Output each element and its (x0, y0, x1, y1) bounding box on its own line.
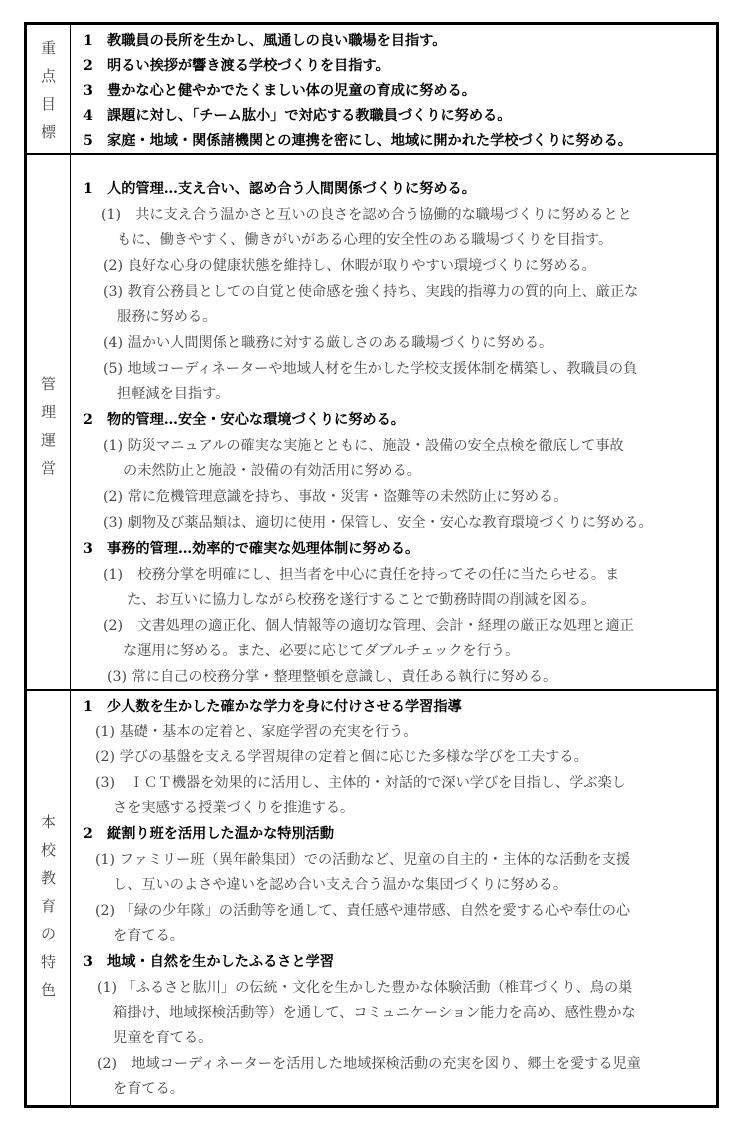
sub-item: (2) 文書処理の適正化、個人情報等の適切な管理、会計・経理の厳正な処理と適正 (103, 618, 634, 634)
section-label-char: 点 (40, 67, 56, 85)
section-content (71, 25, 716, 153)
sub-item-continued: し、互いのよさや違いを認め合い支え合う温かな集団づくりに努める。 (113, 877, 568, 893)
sub-item: (1) 防災マニュアルの確実な実施とともに、施設・設備の安全点検を徹底して事故 (103, 438, 624, 454)
sub-item-continued: を育てる。 (113, 928, 184, 944)
section-label-char: 理 (40, 403, 56, 421)
heading-item: 2 縦割り班を活用した温かな特別活動 (83, 826, 335, 842)
sub-item: (3) 劇物及び薬品類は、適切に使用・保管し、安全・安心な教育環境づくりに努める。 (103, 515, 653, 531)
section-management (27, 153, 716, 691)
sub-item: (1) ファミリー班（異年齢集団）での活動など、児童の自主的・主体的な活動を支援 (95, 852, 631, 868)
sub-item: (1) 共に支え合う温かさと互いの良さを認め合う協働的な職場づくりに努めるとと (101, 207, 632, 223)
section-priority-goals (27, 25, 716, 153)
sub-item-continued: を育てる。 (113, 1081, 184, 1097)
goal-item: 4 課題に対し、「チーム肱小」で対応する教職員づくりに努める。 (83, 108, 512, 124)
section-label-column (27, 25, 71, 153)
section-label-char: 色 (40, 981, 56, 999)
sub-item: (2) 地域コーディネーターを活用した地域探検活動の充実を図り、郷土を愛する児童 (97, 1056, 641, 1072)
section-label-char: 育 (40, 897, 56, 915)
heading-item: 1 少人数を生かした確かな学力を身に付けさせる学習指導 (83, 699, 462, 715)
section-label-char: 校 (40, 841, 56, 859)
sub-item: (2) 「緑の少年隊」の活動等を通して、責任感や連帯感、自然を愛する心や奉仕の心 (95, 903, 631, 919)
sub-item-continued: 児童を育てる。 (113, 1030, 213, 1046)
sub-item: (3) ＩＣＴ機器を効果的に活用し、主体的・対話的で深い学びを目指し、学ぶ楽し (95, 775, 626, 791)
section-label-char: の (40, 925, 56, 943)
goal-item: 3 豊かな心と健やかでたくましい体の児童の育成に努める。 (83, 83, 476, 99)
sub-item-continued: な運用に努める。また、必要に応じてダブルチェックを行う。 (123, 643, 520, 659)
heading-item: 2 物的管理…安全・安心な環境づくりに努める。 (83, 412, 405, 428)
sub-item: (1) 校務分掌を明確にし、担当者を中心に責任を持ってその任に当たらせる。ま (103, 567, 620, 583)
section-label-char: 標 (40, 123, 56, 141)
goal-item: 2 明るい挨拶が響き渡る学校づくりを目指す。 (83, 58, 390, 74)
goal-item: 5 家庭・地域・関係諸機関との連携を密にし、地域に開かれた学校づくりに努める。 (83, 133, 632, 149)
sub-item-continued: もに、働きやすく、働きがいがある心理的安全性のある職場づくりを目指す。 (117, 232, 613, 248)
section-label-char: 重 (40, 39, 56, 57)
heading-item: 3 地域・自然を生かしたふるさと学習 (83, 954, 335, 970)
sub-item: (5) 地域コーディネーターや地域人材を生かした学校支援体制を構築し、教職員の負 (103, 361, 638, 377)
sub-item: (1) 基礎・基本の定着と、家庭学習の充実を行う。 (95, 724, 418, 740)
sub-item-continued: 担軽減を目指す。 (117, 386, 230, 402)
section-label-column (27, 691, 71, 1107)
sub-item-continued: の未然防止と施設・設備の有効活用に努める。 (123, 463, 421, 479)
section-label-char: 管 (40, 375, 56, 393)
sub-item: (2) 常に危機管理意識を持ち、事故・災害・盗難等の未然防止に努める。 (103, 489, 568, 505)
sub-item-continued: さを実感する授業づくりを推進する。 (113, 800, 355, 816)
section-label-char: 特 (40, 953, 56, 971)
sub-item: (4) 温かい人間関係と職務に対する厳しさのある職場づくりに努める。 (103, 335, 554, 351)
sub-item-continued: 箱掛け、地域探検活動等）を通して、コミュニケーション能力を高め、感性豊かな (113, 1005, 636, 1021)
goal-item: 1 教職員の長所を生かし、風通しの良い職場を目指す。 (83, 33, 447, 49)
sub-item: (2) 良好な心身の健康状態を維持し、休暇が取りやすい環境づくりに努める。 (103, 258, 596, 274)
section-content (71, 691, 716, 1107)
sub-item: (3) 教育公務員としての自覚と使命感を強く持ち、実践的指導力の質的向上、厳正な (103, 284, 639, 300)
heading-item: 1 人的管理…支え合い、認め合う人間関係づくりに努める。 (83, 181, 476, 197)
section-label-char: 本 (40, 813, 56, 831)
sub-item: (2) 学びの基盤を支える学習規律の定着と個に応じた多様な学びを工夫する。 (95, 749, 588, 765)
section-label-column (27, 155, 71, 691)
section-school-features (27, 689, 716, 1107)
section-label-char: 営 (40, 459, 56, 477)
school-policy-table (24, 22, 719, 1108)
section-label-char: 教 (40, 869, 56, 887)
sub-item-continued: 服務に努める。 (117, 309, 217, 325)
sub-item: (3) 常に自己の校務分掌・整理整頓を意識し、責任ある執行に努める。 (107, 669, 558, 685)
section-label-char: 運 (40, 431, 56, 449)
section-content (71, 155, 716, 691)
section-label-char: 目 (40, 95, 56, 113)
heading-item: 3 事務的管理…効率的で確実な処理体制に努める。 (83, 541, 420, 557)
sub-item-continued: た、お互いに協力しながら校務を遂行することで勤務時間の削減を図る。 (127, 592, 596, 608)
sub-item: (1) 「ふるさと肱川」の伝統・文化を生かした豊かな体験活動（椎茸づくり、鳥の巣 (97, 980, 633, 996)
